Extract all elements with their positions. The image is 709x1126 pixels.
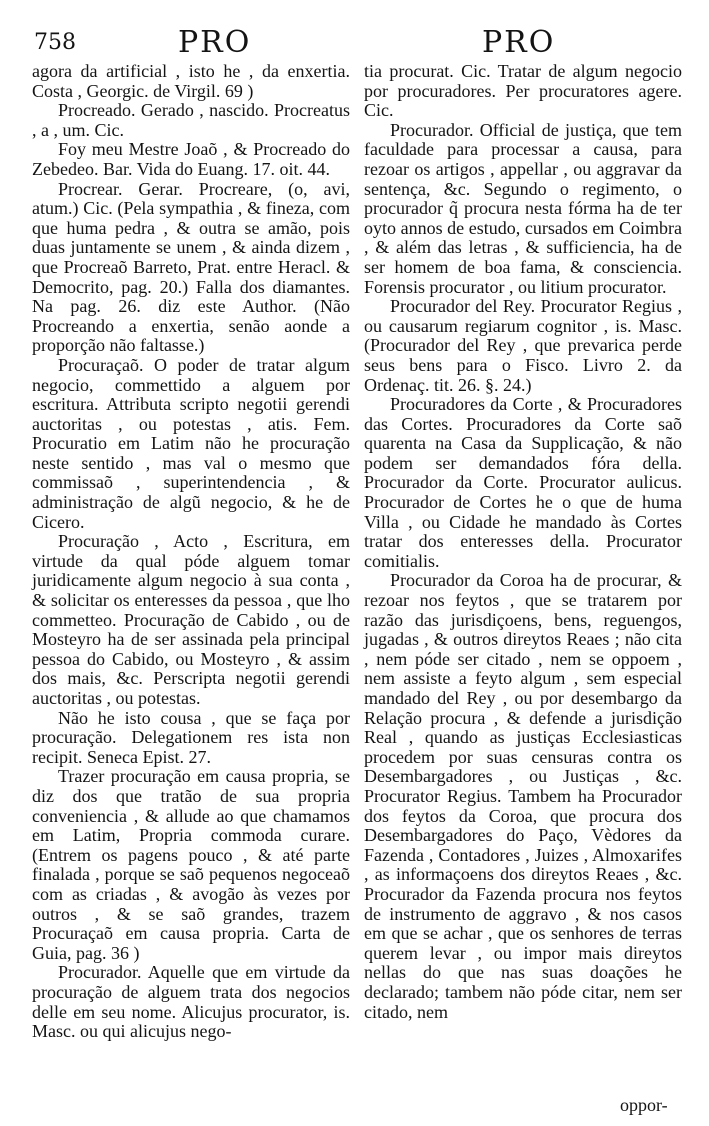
running-head-left: PRO <box>178 25 252 60</box>
paragraph: Procuração , Acto , Escritura, em virtude da qual póde alguem tomar juridicamente algum negocio à sua conta , & solicitar os enteresses da pessoa , que lho commetteo. Procuração de Cabido , ou de Mosteyro ha de ser assinada pela principal pessoa do Cabido, ou Mosteyro , & assim dos mais, &c. Perscripta negotii gerendi auctoritas , ou potestas. <box>32 531 350 708</box>
paragraph: Procuradores da Corte , & Procuradores das Cortes. Procuradores da Corte saõ quarenta na Casa da Supplicação, & não podem ser demandados fóra della. Procurador da Corte. Procurator aulicus. Procurador de Cortes he o que de huma Villa , ou Cidade he mandado às Cortes tratar dos enteresses della. Procurator comitialis. <box>364 394 682 571</box>
paragraph: Procreado. Gerado , nascido. Procreatus , a , um. Cic. <box>32 100 350 140</box>
left-column <box>32 62 350 1042</box>
paragraph: Procurador da Coroa ha de procurar, & rezoar nos feytos , que se tratarem por razão das jurisdiçoens, bens, reguengos, jugadas , & outros direytos Reaes ; não cita , nem póde ser citado , nem se oppoem , nem assiste a feyto algum , sem especial mandado del Rey , ou por desembargo da Relação procura , & defende a jurisdição Real , quando as justiças Ecclesiasticas procedem por suas censuras contra os Desembargadores , ou Justiças , &c. Procurator Regius. Tambem ha Procurador dos feytos da Coroa, que procura dos Desembargadores do Paço, Vèdores da Fazenda , Contadores , Juizes , Almoxarifes , as informaçoens dos direytos Reaes , &c. Procurador da Fazenda procura nos feytos de instrumento de aggravo , & nos casos em que se achar , que os senhores de terras querem levar , ou impor mais direytos nellas do que nas suas doações he declarado; tambem não póde citar, nem ser citado, nem <box>364 570 682 1022</box>
paragraph: Não he isto cousa , que se faça por procuração. Delegationem res ista non recipit. Seneca Epist. 27. <box>32 707 350 767</box>
paragraph: Procrear. Gerar. Procreare, (o, avi, atum.) Cic. (Pela sympathia , & fineza, com que huma pedra , & outra se amão, pois duas juntamente se unem , & ainda dizem , que Procreaõ Barreto, Prat. entre Heracl. & Democrito, pag. 20.) Falla dos diamantes. Na pag. 26. diz este Author. (Não Procreando a enxertia, senão aonde a proporção não faltasse.) <box>32 178 350 356</box>
paragraph: Foy meu Mestre Joaõ , & Procreado do Zebedeo. Bar. Vida do Euang. 17. oit. 44. <box>32 139 350 179</box>
paragraph: Trazer procuração em causa propria, se diz dos que tratão de sua propria conveniencia , & allude ao que chamamos em Latim, Propria commoda curare. (Entrem os pagens pouco , & até parte finalada , porque se saõ pequenos negoceaõ com as criadas , & avogão às vezes por outros , & se saõ grandes, trazem Procuraçaõ em causa propria. Carta de Guia, pag. 36 ) <box>32 766 350 963</box>
paragraph: agora da artificial , isto he , da enxertia. Costa , Georgic. de Virgil. 69 ) <box>32 61 350 101</box>
paragraph: tia procurat. Cic. Tratar de algum negocio por procuradores. Per procuratores agere. Cic. <box>364 61 682 121</box>
page-number: 758 <box>34 30 76 55</box>
right-column <box>364 62 682 1022</box>
paragraph: Procurador. Official de justiça, que tem faculdade para processar a causa, para rezoar os artigos , appellar , ou aggravar da sentença, &c. Segundo o regimento, o procurador q̃ procura nesta fórma ha de ter oyto annos de estudo, cursados em Coimbra , & além das letras , & sufficiencia, ha de ser homem de boa fama, & consciencia. Forensis procurator , ou litium procurator. <box>364 119 682 297</box>
catchword: oppor- <box>620 1095 668 1115</box>
paragraph: Procuraçaõ. O poder de tratar algum negocio, commettido a alguem por escritura. Attributa scripto negotii gerendi auctoritas , ou potestas , atis. Fem. Procuratio em Latim não he procuração neste sentido , mas val o mesmo que commissaõ , superintendencia , & administração de algũ negocio, & he de Cicero. <box>32 354 350 532</box>
paragraph: Procurador. Aquelle que em virtude da procuração de alguem trata dos negocios delle em seu nome. Alicujus procurator, is. Masc. ou qui alicujus nego- <box>32 962 350 1042</box>
paragraph: Procurador del Rey. Procurator Regius , ou causarum regiarum cognitor , is. Masc. (Procurador del Rey , que prevarica perde seus bens para o Fisco. Livro 2. da Ordenaç. tit. 26. §. 24.) <box>364 296 682 395</box>
running-head-right: PRO <box>482 25 556 60</box>
